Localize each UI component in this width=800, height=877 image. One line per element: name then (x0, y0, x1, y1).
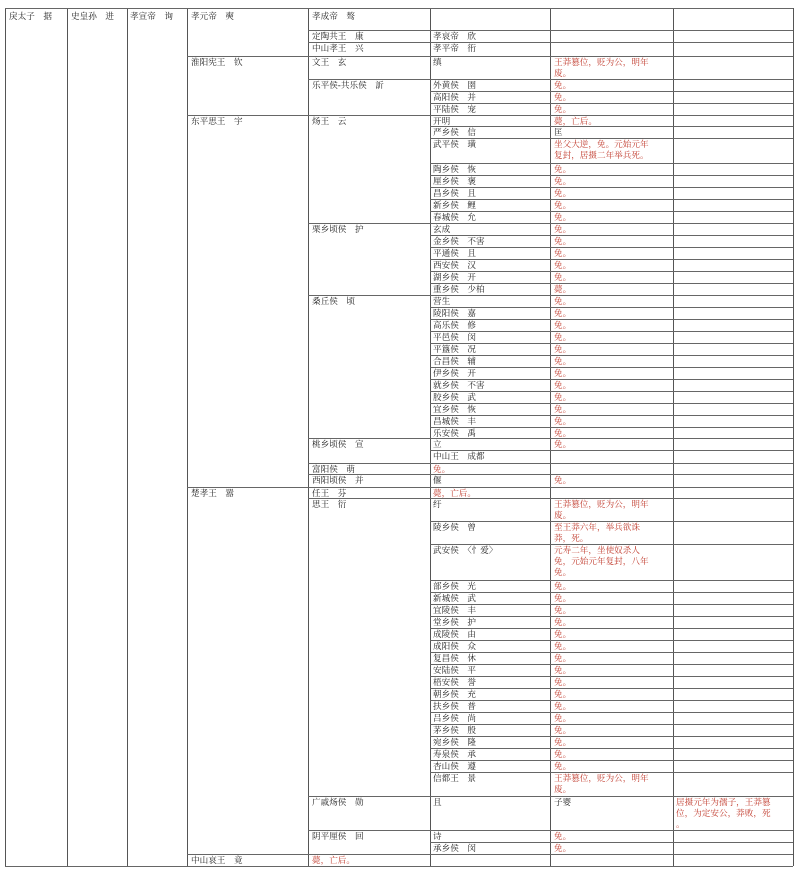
person-name-gen6: 严乡侯 信 (433, 128, 476, 138)
remark-text: 免。 (554, 201, 572, 211)
person-name-gen6: 中山王 成都 (433, 452, 485, 462)
grid-hline (430, 450, 793, 451)
remark-text: 免。 (554, 213, 572, 223)
remark-text: 免。 (554, 666, 572, 676)
remark-text: 免。 (554, 654, 572, 664)
note-line: 废。 (554, 511, 572, 521)
remark-text: 免。 (554, 309, 572, 319)
grid-hline (550, 628, 793, 629)
note-line: 废。 (554, 69, 572, 79)
note-line: 元寿二年，坐使奴杀人 (554, 546, 640, 556)
grid-vline (550, 8, 551, 866)
grid-hline (550, 103, 793, 104)
grid-hline (550, 271, 793, 272)
note-line: 位，为定安公，莽败，死 (676, 809, 771, 819)
remark-text: 免。 (554, 189, 572, 199)
grid-hline (308, 854, 793, 855)
remark-text: 免。 (554, 381, 572, 391)
grid-vline (793, 8, 794, 866)
remark-text: 免。 (554, 273, 572, 283)
person-name-gen5: 思王 衍 (312, 500, 347, 510)
grid-hline (550, 796, 793, 797)
remark-text: 免。 (554, 594, 572, 604)
remark-text: 免。 (554, 393, 572, 403)
note-line: 王莽篡位，贬为公，明年 (554, 774, 649, 784)
grid-hline (550, 748, 793, 749)
person-name-gen6: 春城侯 允 (433, 213, 476, 223)
remark-text (554, 774, 649, 796)
grid-hline (550, 91, 793, 92)
person-name-gen4: 孝元帝 奭 (191, 12, 234, 22)
person-name-gen6: 寿泉侯 承 (433, 750, 476, 760)
grid-hline (550, 391, 793, 392)
grid-hline (550, 331, 793, 332)
grid-hline (550, 235, 793, 236)
person-name-gen4: 东平思王 宇 (191, 117, 243, 127)
grid-hline (430, 487, 793, 488)
grid-hline (430, 463, 793, 464)
person-name-gen6: 营生 (433, 297, 451, 307)
remark-text: 免。 (554, 225, 572, 235)
remark-text (554, 546, 649, 579)
person-name-gen6: 伊乡侯 开 (433, 369, 476, 379)
grid-hline (550, 700, 793, 701)
col1-name: 史皇孙 进 (71, 12, 114, 22)
person-name-gen5: 西阳顷侯 并 (312, 476, 364, 486)
person-name-gen6: 乐安侯 禹 (433, 429, 476, 439)
grid-hline (550, 259, 793, 260)
remark-text (554, 523, 640, 545)
grid-hline (550, 736, 793, 737)
remark-text: 免。 (554, 750, 572, 760)
person-name-gen6: 缜 (433, 58, 442, 68)
person-name-gen6: 部乡侯 光 (433, 582, 476, 592)
person-name-gen6: 陶乡侯 恢 (433, 165, 476, 175)
person-name-gen5: 富阳侯 萌 (312, 465, 355, 475)
person-name-gen6: 成阳侯 众 (433, 642, 476, 652)
grid-hline (550, 712, 793, 713)
person-name-gen6: 新乡侯 鲤 (433, 201, 476, 211)
person-name-gen5: 任王 芬 (312, 489, 347, 499)
remark-text: 免。 (554, 369, 572, 379)
person-name-gen6: 陵阳侯 嘉 (433, 309, 476, 319)
grid-hline (430, 42, 793, 43)
person-name-gen6: 复昌侯 休 (433, 654, 476, 664)
grid-hline (550, 580, 793, 581)
person-name-gen6: 武平侯 璜 (433, 140, 476, 150)
person-name-gen6: 安陆侯 平 (433, 666, 476, 676)
grid-hline (5, 866, 793, 867)
remark-text: 免。 (554, 177, 572, 187)
grid-hline (550, 367, 793, 368)
remark-text: 免。 (554, 93, 572, 103)
person-name-gen4: 楚孝王 嚣 (191, 489, 234, 499)
person-name-gen6: 昌城侯 丰 (433, 417, 476, 427)
person-name-gen6: 杏山侯 遵 (433, 762, 476, 772)
person-name-gen6: 外黄侯 圉 (433, 81, 476, 91)
remark-text: 免。 (554, 702, 572, 712)
remark-text: 匡 (554, 128, 563, 138)
person-name-gen6: 扶乡侯 普 (433, 702, 476, 712)
person-name-gen6: 立 (433, 440, 442, 450)
grid-hline (550, 652, 793, 653)
person-name-gen6: 开明 (433, 117, 451, 127)
grid-hline (550, 115, 793, 116)
remark-text: 免。 (554, 261, 572, 271)
grid-hline (550, 427, 793, 428)
person-name-gen6: 偃 (433, 476, 442, 486)
grid-hline (550, 319, 793, 320)
person-name-gen6: 薨，亡后。 (433, 489, 476, 499)
note-line: 。 (676, 820, 685, 830)
grid-hline (550, 772, 793, 773)
person-name-gen6: 昌乡侯 且 (433, 189, 476, 199)
person-name-gen5: 中山孝王 兴 (312, 44, 364, 54)
person-name-gen5: 定陶共王 康 (312, 32, 364, 42)
remark-text: 免。 (554, 405, 572, 415)
grid-hline (550, 211, 793, 212)
person-name-gen6: 高阳侯 并 (433, 93, 476, 103)
grid-vline (187, 8, 188, 866)
person-name-gen6: 武安侯 〈忄爱〉 (433, 546, 498, 556)
person-name-gen6: 诗 (433, 832, 442, 842)
grid-hline (550, 474, 793, 475)
person-name-gen6: 梧安侯 誉 (433, 678, 476, 688)
grid-hline (550, 175, 793, 176)
grid-hline (550, 223, 793, 224)
remark-text: 免。 (554, 738, 572, 748)
person-name-gen6: 金乡侯 不害 (433, 237, 485, 247)
remark-text: 免。 (554, 476, 572, 486)
remark-text: 免。 (554, 618, 572, 628)
grid-hline (550, 355, 793, 356)
grid-hline (550, 498, 793, 499)
remark-text: 免。 (554, 417, 572, 427)
grid-hline (550, 604, 793, 605)
grid-vline (308, 8, 309, 866)
remark-text: 免。 (554, 165, 572, 175)
person-name-gen5: 文王 玄 (312, 58, 347, 68)
grid-hline (550, 307, 793, 308)
person-name-gen6: 宜乡侯 恢 (433, 405, 476, 415)
remark-text (554, 140, 649, 162)
note-line: 至王莽六年，举兵欲诛 (554, 523, 640, 533)
note-line: 废。 (554, 785, 572, 795)
person-name-gen6: 平簋侯 况 (433, 345, 476, 355)
grid-vline (67, 8, 68, 866)
person-name-gen5: 炀王 云 (312, 117, 347, 127)
col2-name: 孝宣帝 询 (130, 12, 173, 22)
remark-text: 免。 (554, 726, 572, 736)
remark-text: 免。 (554, 844, 572, 854)
grid-hline (550, 56, 793, 57)
person-name-gen6: 重乡侯 少柏 (433, 285, 485, 295)
person-name-gen6: 厘乡侯 褒 (433, 177, 476, 187)
remark-text: 免。 (554, 321, 572, 331)
grid-hline (550, 247, 793, 248)
grid-hline (550, 163, 793, 164)
note-line: 居摄元年为孺子，王莽篡 (676, 798, 771, 808)
remark-text: 免。 (554, 357, 572, 367)
remark-text: 免。 (554, 345, 572, 355)
grid-hline (550, 676, 793, 677)
remark-text: 免。 (554, 642, 572, 652)
grid-hline (550, 343, 793, 344)
grid-hline (550, 724, 793, 725)
person-name-gen6: 平陆侯 宠 (433, 105, 476, 115)
grid-vline (127, 8, 128, 866)
person-name-gen5: 广戚炀侯 勋 (312, 798, 364, 808)
remark-text: 免。 (554, 105, 572, 115)
remark-text: 免。 (554, 690, 572, 700)
person-name-gen5: 栗乡顷侯 护 (312, 225, 364, 235)
person-name-gen6: 孝哀帝 欣 (433, 32, 476, 42)
person-name-gen6: 湖乡侯 开 (433, 273, 476, 283)
person-name-gen6: 孝平帝 衎 (433, 44, 476, 54)
note-line: 坐父大逆，免。元始元年 (554, 140, 649, 150)
grid-hline (550, 379, 793, 380)
remark-text: 免。 (554, 606, 572, 616)
grid-hline (430, 30, 793, 31)
grid-hline (550, 592, 793, 593)
person-name-gen5: 薨，亡后。 (312, 856, 355, 866)
grid-hline (550, 760, 793, 761)
person-name-gen6: 朝乡侯 充 (433, 690, 476, 700)
remark-text: 免。 (554, 297, 572, 307)
note-line: 王莽篡位，贬为公，明年 (554, 500, 649, 510)
remark-text: 免。 (554, 630, 572, 640)
person-name-gen6: 就乡侯 不害 (433, 381, 485, 391)
remark-text (554, 58, 649, 80)
person-name-gen6: 免。 (433, 465, 451, 475)
grid-hline (550, 295, 793, 296)
remark-text: 免。 (554, 440, 572, 450)
person-name-gen6: 信都王 景 (433, 774, 476, 784)
note-line: 莽，死。 (554, 534, 589, 544)
person-name-gen6: 宛乡侯 隆 (433, 738, 476, 748)
person-name-gen6: 吕乡侯 尚 (433, 714, 476, 724)
person-name-gen5: 桑丘侯 顷 (312, 297, 355, 307)
grid-hline (550, 438, 793, 439)
grid-hline (550, 199, 793, 200)
person-name-gen5: 孝成帝 骜 (312, 12, 355, 22)
person-name-gen5: 阴平厘侯 回 (312, 832, 364, 842)
person-name-gen6: 平邑侯 闵 (433, 333, 476, 343)
person-name-gen6: 宜陵侯 丰 (433, 606, 476, 616)
grid-hline (550, 842, 793, 843)
person-name-gen6: 高乐侯 修 (433, 321, 476, 331)
remark-text: 免。 (554, 81, 572, 91)
person-name-gen5: 桃乡顷侯 宣 (312, 440, 364, 450)
note-line: 免，元始元年复封，八年 (554, 557, 649, 567)
person-name-gen5: 乐平侯-共乐侯 訢 (312, 81, 384, 91)
person-name-gen6: 且 (433, 798, 442, 808)
remark-text: 免。 (554, 333, 572, 343)
remark-text: 免。 (554, 429, 572, 439)
remark-text: 子婴 (554, 798, 572, 808)
grid-hline (550, 688, 793, 689)
person-name-gen4: 中山哀王 竟 (191, 856, 243, 866)
grid-hline (550, 664, 793, 665)
grid-hline (5, 8, 793, 9)
person-name-gen6: 合昌侯 辅 (433, 357, 476, 367)
person-name-gen6: 玄成 (433, 225, 451, 235)
remark-text: 免。 (554, 678, 572, 688)
remark-text: 免。 (554, 237, 572, 247)
person-name-gen6: 陵乡侯 曾 (433, 523, 476, 533)
remark-text: 免。 (554, 832, 572, 842)
extra-remark (676, 798, 771, 831)
note-line: 复封，居摄二年举兵死。 (554, 151, 649, 161)
person-name-gen6: 西安侯 汉 (433, 261, 476, 271)
person-name-gen6: 胶乡侯 武 (433, 393, 476, 403)
person-name-gen6: 新城侯 武 (433, 594, 476, 604)
grid-vline (673, 8, 674, 866)
grid-vline (430, 8, 431, 866)
note-line: 免。 (554, 568, 572, 578)
col0-name: 戾太子 据 (9, 12, 52, 22)
person-name-gen4: 淮阳宪王 钦 (191, 58, 243, 68)
person-name-gen6: 平通侯 且 (433, 249, 476, 259)
person-name-gen6: 承乡侯 闵 (433, 844, 476, 854)
remark-text: 薨。 (554, 285, 572, 295)
remark-text: 免。 (554, 714, 572, 724)
grid-hline (550, 640, 793, 641)
remark-text: 薨，亡后。 (554, 117, 597, 127)
remark-text: 免。 (554, 249, 572, 259)
person-name-gen6: 堂乡侯 护 (433, 618, 476, 628)
grid-vline (5, 8, 6, 866)
grid-hline (550, 283, 793, 284)
remark-text: 免。 (554, 762, 572, 772)
note-line: 王莽篡位，贬为公，明年 (554, 58, 649, 68)
grid-hline (550, 187, 793, 188)
grid-hline (550, 138, 793, 139)
grid-hline (550, 403, 793, 404)
remark-text (554, 500, 649, 522)
person-name-gen6: 纡 (433, 500, 442, 510)
grid-hline (550, 616, 793, 617)
remark-text: 免。 (554, 582, 572, 592)
grid-hline (550, 415, 793, 416)
person-name-gen6: 成陵侯 由 (433, 630, 476, 640)
person-name-gen6: 茅乡侯 殷 (433, 726, 476, 736)
